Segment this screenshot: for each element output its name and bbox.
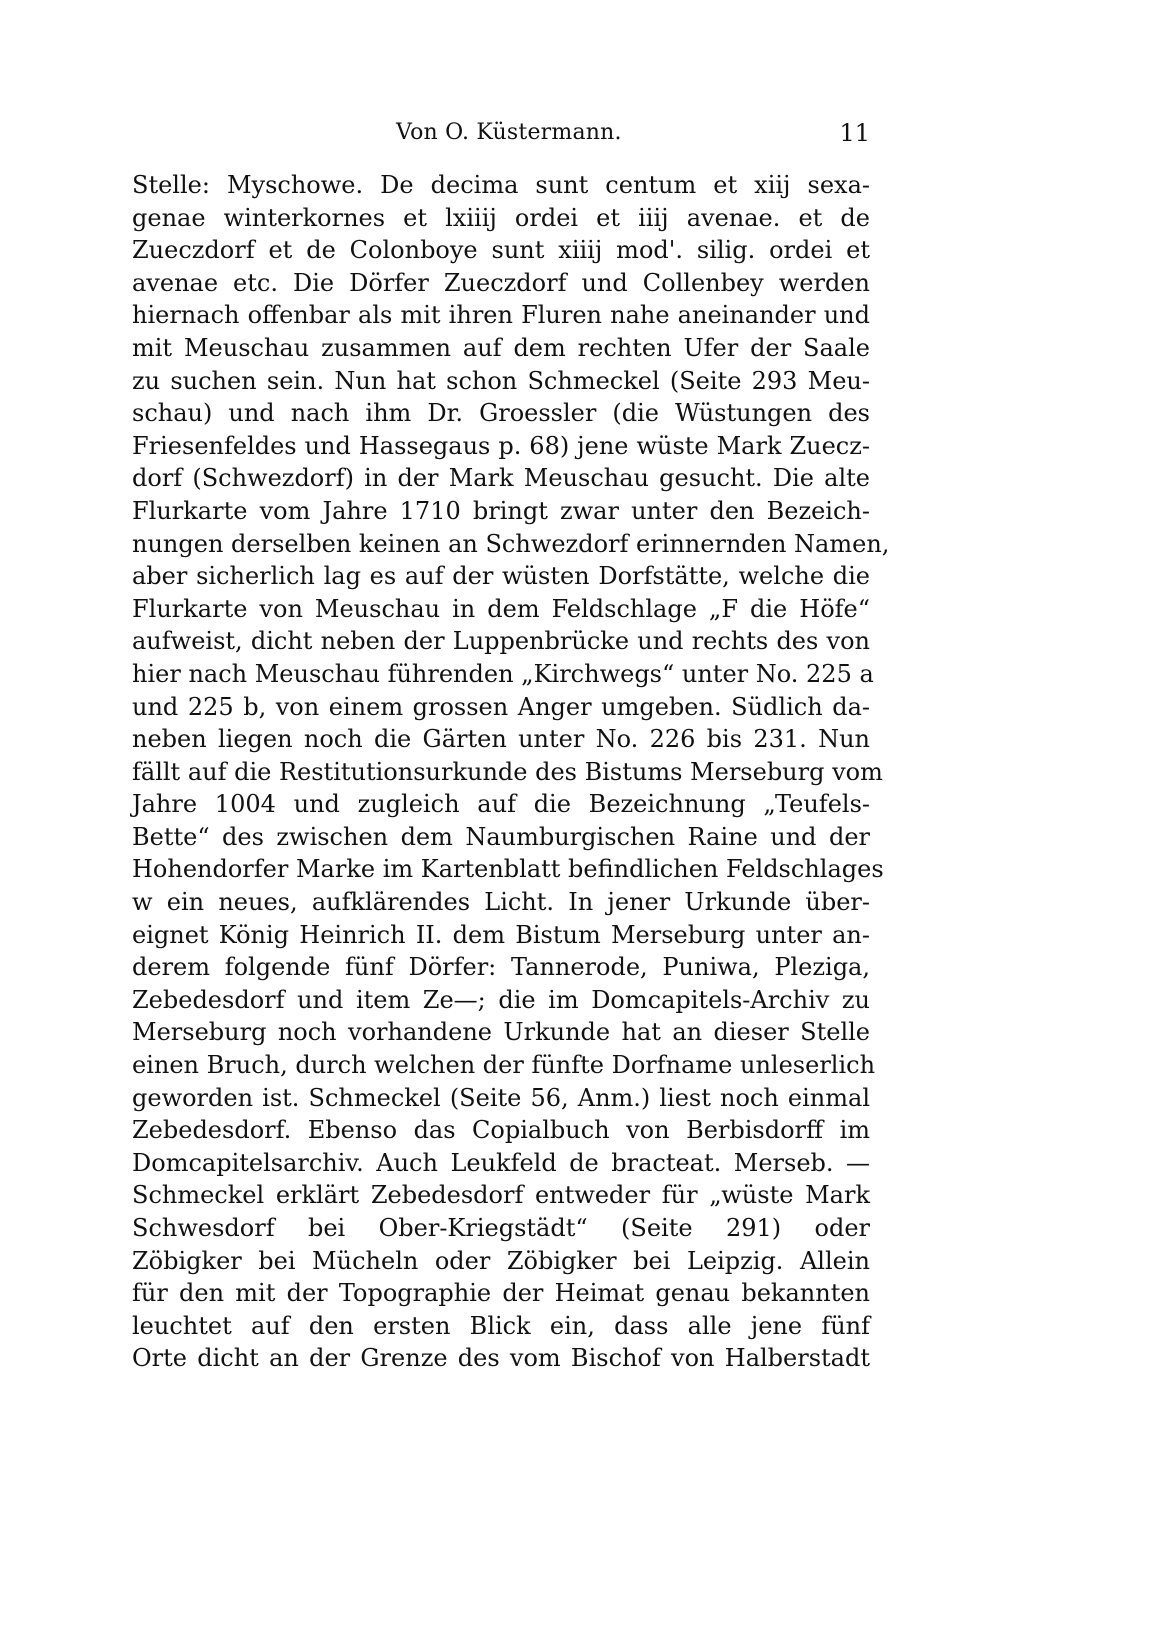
text-line: Bette“ des zwischen dem Naumburgischen Raine und der [132, 822, 870, 851]
text-line: nungen derselben keinen an Schwezdorf erinnernden Namen, [132, 529, 890, 558]
page-header [132, 118, 870, 148]
text-line: mit Meuschau zusammen auf dem rechten Ufer der Saale [132, 333, 870, 362]
text-line: schau) und nach ihm Dr. Groessler (die Wüstungen des [132, 399, 870, 428]
text-line: dorf (Schwezdorf) in der Mark Meuschau gesucht. Die alte [132, 464, 870, 493]
text-line: Merseburg noch vorhandene Urkunde hat an dieser Stelle [132, 1018, 870, 1047]
text-line: hiernach offenbar als mit ihren Fluren nahe aneinander und [132, 301, 870, 330]
text-line: avenae etc. Die Dörfer Zueczdorf und Collenbey werden [132, 268, 870, 297]
text-line: Schwesdorf bei Ober-Kriegstädt“ (Seite 291) oder [132, 1214, 870, 1242]
text-line: zu suchen sein. Nun hat schon Schmeckel (Seite 293 Meu- [132, 366, 870, 395]
text-line: Schmeckel erklärt Zebedesdorf entweder für „wüste Mark [132, 1181, 870, 1210]
running-title: Von O. Küstermann. [396, 120, 622, 145]
text-line: Jahre 1004 und zugleich auf die Bezeichnung „Teufels- [132, 790, 870, 819]
text-line: geworden ist. Schmeckel (Seite 56, Anm.) liest noch einmal [132, 1083, 870, 1112]
text-line: Friesenfeldes und Hassegaus p. 68) jene wüste Mark Zuecz- [132, 431, 870, 460]
text-line: Stelle: Myschowe. De decima sunt centum et xiij sexa- [132, 171, 870, 199]
text-line: aber sicherlich lag es auf der wüsten Dorfstätte, welche die [132, 562, 870, 591]
text-line: und 225 b, von einem grossen Anger umgeben. Südlich da- [132, 692, 870, 721]
text-line: genae winterkornes et lxiiij ordei et iiij avenae. et de [132, 203, 870, 232]
text-line: einen Bruch, durch welchen der fünfte Dorfname unleserlich [132, 1051, 876, 1080]
text-line: derem folgende fünf Dörfer: Tannerode, Puniwa, Pleziga, [132, 953, 870, 982]
text-line: eignet König Heinrich II. dem Bistum Merseburg unter an- [132, 920, 870, 949]
text-line: Zebedesdorf und item Ze—; die im Domcapitels-Archiv zu [132, 985, 870, 1014]
text-line: Flurkarte vom Jahre 1710 bringt zwar unter den Bezeich- [132, 496, 870, 525]
text-line: neben liegen noch die Gärten unter No. 226 bis 231. Nun [132, 725, 870, 754]
text-line: leuchtet auf den ersten Blick ein, dass alle jene fünf [132, 1311, 870, 1340]
text-line: Flurkarte von Meuschau in dem Feldschlage „F die Höfe“ [132, 594, 870, 623]
text-line: Zöbigker bei Mücheln oder Zöbigker bei Leipzig. Allein [132, 1246, 870, 1275]
text-line: Orte dicht an der Grenze des vom Bischof von Halberstadt [132, 1344, 870, 1373]
text-line: w ein neues, aufklärendes Licht. In jener Urkunde über- [132, 888, 870, 917]
text-line: Hohendorfer Marke im Kartenblatt befindlichen Feldschlages [132, 855, 884, 884]
main-text-block [132, 169, 890, 1375]
text-line: Zueczdorf et de Colonboye sunt xiiij mod'. silig. ordei et [132, 236, 870, 265]
text-line: Zebedesdorf. Ebenso das Copialbuch von Berbisdorff im [132, 1116, 870, 1145]
text-line: aufweist, dicht neben der Luppenbrücke und rechts des von [132, 627, 870, 656]
text-line: fällt auf die Restitutionsurkunde des Bistums Merseburg vom [132, 757, 883, 786]
text-line: hier nach Meuschau führenden „Kirchwegs“ unter No. 225 a [132, 659, 874, 688]
page-number: 11 [839, 119, 870, 147]
text-line: für den mit der Topographie der Heimat genau bekannten [132, 1279, 870, 1308]
text-line: Domcapitelsarchiv. Auch Leukfeld de bracteat. Merseb. — [132, 1148, 870, 1177]
